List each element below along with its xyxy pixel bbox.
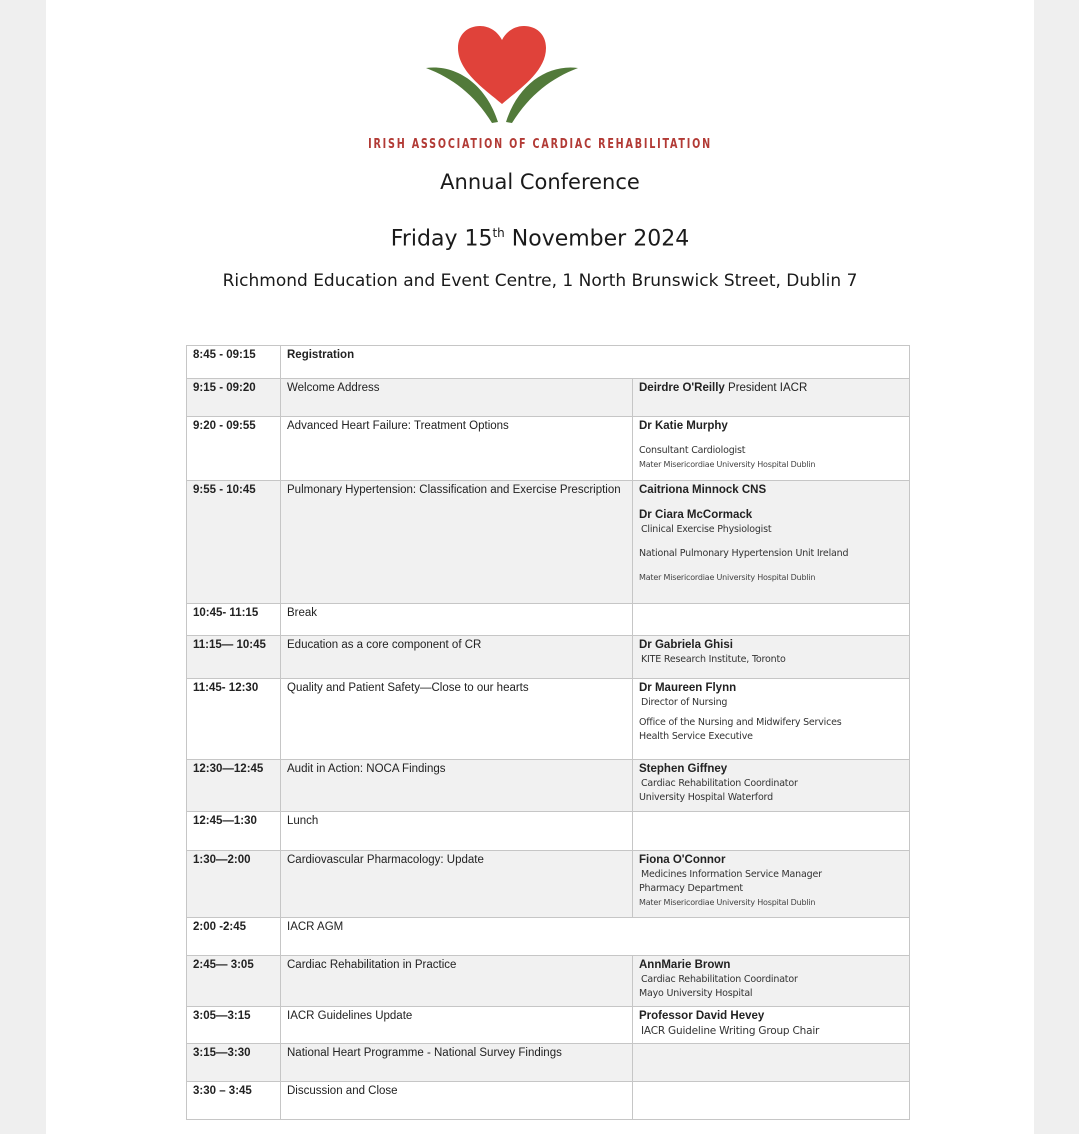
session-cell: Break <box>281 604 633 636</box>
session-cell: Registration <box>281 346 910 379</box>
session-cell: Audit in Action: NOCA Findings <box>281 760 633 812</box>
speaker-name: Dr Gabriela Ghisi <box>639 639 733 651</box>
session-cell: Advanced Heart Failure: Treatment Options <box>281 417 633 481</box>
speaker-name: Stephen Giffney <box>639 763 728 775</box>
session-cell: IACR Guidelines Update <box>281 1007 633 1044</box>
speaker-role: Cardiac Rehabilitation Coordinator <box>641 974 798 985</box>
speaker-affiliation: Mater Misericordiae University Hospital Dublin <box>639 898 816 907</box>
session-cell: Cardiac Rehabilitation in Practice <box>281 956 633 1007</box>
table-row <box>187 1044 910 1082</box>
table-row <box>187 760 910 812</box>
time-cell: 2:00 -2:45 <box>187 918 281 956</box>
table-row <box>187 346 910 379</box>
table-row <box>187 956 910 1007</box>
time-cell: 9:20 - 09:55 <box>187 417 281 481</box>
heart-logo-icon <box>426 24 578 124</box>
session-cell: IACR AGM <box>281 918 910 956</box>
speaker-affiliation: Mater Misericordiae University Hospital Dublin <box>639 573 816 582</box>
speaker-role: Director of Nursing <box>641 697 728 708</box>
speaker-role: IACR Guideline Writing Group Chair <box>641 1025 820 1037</box>
speaker-role: Clinical Exercise Physiologist <box>641 524 772 535</box>
speaker-role: Consultant Cardiologist <box>639 445 746 456</box>
time-cell: 11:15— 10:45 <box>187 636 281 679</box>
speaker-title: President IACR <box>724 382 808 394</box>
time-cell: 9:15 - 09:20 <box>187 379 281 417</box>
speaker-name: Dr Maureen Flynn <box>639 682 737 694</box>
conference-date: Friday 15th November 2024 <box>390 226 690 252</box>
organization-name: IRISH ASSOCIATION OF CARDIAC REHABILITATION <box>368 137 712 152</box>
speaker-office: Office of the Nursing and Midwifery Services <box>639 717 842 728</box>
speaker-affiliation: University Hospital Waterford <box>639 792 773 803</box>
speaker-affiliation: Mater Misericordiae University Hospital Dublin <box>639 460 816 469</box>
conference-venue: Richmond Education and Event Centre, 1 North Brunswick Street, Dublin 7 <box>222 271 858 291</box>
time-cell: 3:05—3:15 <box>187 1007 281 1044</box>
speaker-cell <box>633 956 910 1007</box>
speaker-cell <box>633 851 910 918</box>
speaker-name: Dr Katie Murphy <box>639 420 728 432</box>
time-cell: 10:45- 11:15 <box>187 604 281 636</box>
speaker-name: Professor David Hevey <box>639 1010 765 1022</box>
table-row <box>187 851 910 918</box>
speaker-role: Cardiac Rehabilitation Coordinator <box>641 778 798 789</box>
speaker-dept: Pharmacy Department <box>639 883 743 894</box>
session-cell: Lunch <box>281 812 633 851</box>
speaker-unit: National Pulmonary Hypertension Unit Ireland <box>639 548 849 559</box>
session-cell: Cardiovascular Pharmacology: Update <box>281 851 633 918</box>
speaker-name-2: Dr Ciara McCormack <box>639 509 753 521</box>
speaker-name: Deirdre O'Reilly <box>639 382 725 394</box>
speaker-org: Health Service Executive <box>639 731 753 742</box>
speaker-cell <box>633 760 910 812</box>
speaker-role: Medicines Information Service Manager <box>641 869 822 880</box>
table-row <box>187 1007 910 1044</box>
speaker-name: Fiona O'Connor <box>639 854 726 866</box>
speaker-cell <box>633 812 910 851</box>
speaker-affiliation: Mayo University Hospital <box>639 988 753 999</box>
table-row <box>187 417 910 481</box>
session-cell: Discussion and Close <box>281 1082 633 1120</box>
session-cell: Education as a core component of CR <box>281 636 633 679</box>
speaker-cell <box>633 1044 910 1082</box>
speaker-cell <box>633 1007 910 1044</box>
speaker-name: AnnMarie Brown <box>639 959 731 971</box>
time-cell: 9:55 - 10:45 <box>187 481 281 604</box>
table-row <box>187 379 910 417</box>
session-cell: National Heart Programme - National Survey Findings <box>281 1044 633 1082</box>
conference-title: Annual Conference <box>440 170 640 194</box>
table-row <box>187 679 910 760</box>
schedule-table <box>186 345 910 1120</box>
speaker-cell <box>633 636 910 679</box>
table-row <box>187 1082 910 1120</box>
speaker-cell <box>633 379 910 417</box>
table-row <box>187 604 910 636</box>
table-row <box>187 481 910 604</box>
table-row <box>187 812 910 851</box>
time-cell: 3:15—3:30 <box>187 1044 281 1082</box>
speaker-cell <box>633 604 910 636</box>
time-cell: 11:45- 12:30 <box>187 679 281 760</box>
session-cell: Welcome Address <box>281 379 633 417</box>
time-cell: 1:30—2:00 <box>187 851 281 918</box>
speaker-cell <box>633 417 910 481</box>
speaker-cell <box>633 1082 910 1120</box>
table-row <box>187 636 910 679</box>
time-cell: 8:45 - 09:15 <box>187 346 281 379</box>
speaker-affiliation: KITE Research Institute, Toronto <box>641 654 786 665</box>
time-cell: 12:45—1:30 <box>187 812 281 851</box>
session-cell: Pulmonary Hypertension: Classification and Exercise Prescription <box>281 481 633 604</box>
table-row <box>187 918 910 956</box>
speaker-cell <box>633 679 910 760</box>
time-cell: 2:45— 3:05 <box>187 956 281 1007</box>
time-cell: 3:30 – 3:45 <box>187 1082 281 1120</box>
document-page <box>46 0 1034 1134</box>
session-cell: Quality and Patient Safety—Close to our hearts <box>281 679 633 760</box>
time-cell: 12:30—12:45 <box>187 760 281 812</box>
speaker-cell <box>633 481 910 604</box>
speaker-name: Caitriona Minnock CNS <box>639 484 767 496</box>
